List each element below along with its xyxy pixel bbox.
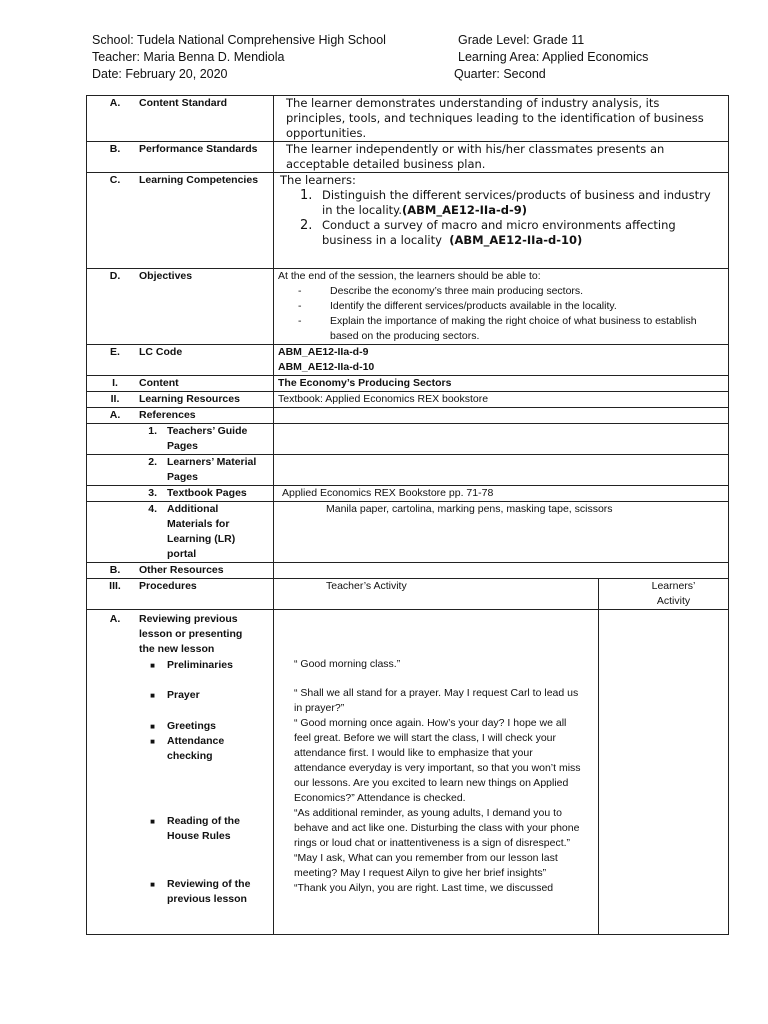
quarter: Quarter: Second — [454, 67, 546, 81]
row-key: E. — [110, 346, 120, 358]
row-objectives — [87, 269, 729, 345]
row-label: Other Resources — [139, 564, 224, 576]
objectives-cell — [274, 269, 729, 345]
sub-item-label: Greetings — [167, 720, 217, 732]
row-key: A. — [109, 97, 121, 109]
learning-area: Learning Area: Applied Economics — [458, 50, 649, 64]
sub-item-label: Reviewing of the previous lesson — [167, 878, 251, 905]
row-teachers-guide — [87, 424, 729, 455]
learner-activity-header — [599, 579, 729, 610]
row-key: C. — [109, 174, 121, 186]
teacher-line: “As additional reminder, as young adults, I demand you to behave and act like one. Disturbing the class with your phone rings or loud chat or inattentiveness is a sign of disrespect.” — [294, 807, 580, 849]
teacher-activity-heading: Teacher’s Activity — [326, 580, 407, 592]
competency-code: (ABM_AE12-IIa-d-9) — [402, 203, 528, 217]
row-label: Learning Competencies — [139, 174, 259, 186]
row-label: Performance Standards — [139, 143, 258, 155]
competency-text: Distinguish the different services/products of business and industry in the locality. — [322, 188, 711, 217]
teacher-line: “ Good morning once again. How’s your day? I hope we all feel great. Before we will start the class, I will check your attendance first. I would like to emphasize that your attendance everyday is very important, so that you won’t miss our lessons. Are you excited to learn new things on Applied Economics?” Attendance is checked. — [294, 717, 581, 804]
row-key: II. — [110, 393, 120, 405]
objective-text: Identify the different services/products available in the locality. — [330, 300, 617, 312]
competency-item — [300, 188, 714, 218]
row-reviewing — [87, 610, 729, 935]
objective-text: Explain the importance of making the right choice of what business to establish based on the producing sectors. — [330, 315, 697, 342]
competency-code: (ABM_AE12-IIa-d-10) — [449, 233, 583, 247]
row-references — [87, 408, 729, 424]
row-lc-code — [87, 345, 729, 376]
learning-resources-value: Textbook: Applied Economics REX bookstore — [274, 392, 729, 408]
competency-number: 1. — [300, 188, 313, 203]
objective-item: - Explain the importance of making the right choice of what business to establish based on the producing sectors. — [298, 315, 697, 342]
teacher-line: “ Good morning class.” — [294, 658, 401, 670]
row-label: Content — [139, 377, 179, 389]
row-content — [87, 376, 729, 392]
references-value — [274, 408, 729, 424]
sub-item: ■ Prayer — [150, 689, 200, 701]
school-name: School: Tudela National Comprehensive High School — [92, 33, 386, 47]
sub-item-label: Preliminaries — [167, 659, 233, 671]
lesson-date: Date: February 20, 2020 — [92, 67, 228, 81]
content-value: The Economy’s Producing Sectors — [274, 376, 729, 392]
competencies-intro: The learners: — [280, 173, 356, 187]
sub-item-label: Prayer — [167, 689, 200, 701]
row-key: A. — [109, 613, 121, 625]
learner-activity-cell — [599, 610, 729, 935]
row-key: 3. — [148, 487, 157, 499]
row-learning-competencies — [87, 173, 729, 269]
sub-item-label: Reading of the House Rules — [167, 815, 240, 842]
row-label: Procedures — [139, 580, 197, 592]
row-label: Learning Resources — [139, 393, 240, 405]
row-label: Additional Materials for Learning (LR) portal — [167, 503, 236, 560]
sub-item: ■ Preliminaries — [150, 659, 233, 671]
row-learning-resources — [87, 392, 729, 408]
row-key: 4. — [148, 503, 157, 515]
competency-number: 2. — [300, 218, 313, 233]
document-header — [92, 32, 692, 83]
teacher-line: “May I ask, What can you remember from our lesson last meeting? May I request Ailyn to give her brief insights” — [294, 852, 558, 879]
row-label: LC Code — [139, 346, 183, 358]
row-key: D. — [109, 270, 121, 282]
teacher-name: Teacher: Maria Benna D. Mendiola — [92, 50, 285, 64]
row-other-resources — [87, 563, 729, 579]
row-key: III. — [109, 580, 121, 592]
grade-level: Grade Level: Grade 11 — [458, 33, 585, 47]
row-learners-material — [87, 455, 729, 486]
content-standard-text: The learner demonstrates understanding of industry analysis, its principles, tools, and techniques leading to the identification of business opportunities. — [274, 96, 729, 142]
other-resources-value — [274, 563, 729, 579]
sub-item: ■ Reading of the House Rules — [91, 814, 269, 844]
sub-item: ■ Attendance checking — [91, 734, 269, 764]
row-label: Learners’ Material Pages — [167, 456, 257, 483]
row-key: B. — [109, 564, 121, 576]
row-label: References — [139, 409, 196, 421]
sub-item-label: Attendance checking — [167, 735, 225, 762]
row-key: I. — [112, 377, 118, 389]
competency-text: Conduct a survey of macro and micro environments affecting business in a locality — [322, 218, 676, 247]
objective-item: - Identify the different services/products available in the locality. — [298, 300, 617, 312]
sub-item: ■ Reviewing of the previous lesson — [91, 877, 269, 907]
row-label: Reviewing previous lesson or presenting the new lesson — [139, 613, 243, 655]
row-label: Objectives — [139, 270, 193, 282]
learning-competencies-cell — [274, 173, 729, 269]
additional-materials-value: Manila paper, cartolina, marking pens, masking tape, scissors — [274, 502, 729, 563]
teacher-line: “ Shall we all stand for a prayer. May I request Carl to lead us in prayer?” — [294, 687, 579, 714]
performance-standards-text: The learner independently or with his/her classmates presents an acceptable detailed business plan. — [274, 142, 729, 173]
row-performance-standards — [87, 142, 729, 173]
teacher-activity-header — [274, 579, 599, 610]
reviewing-label-cell — [87, 610, 274, 935]
row-key: 1. — [148, 425, 157, 437]
lesson-plan-table — [86, 95, 729, 935]
teachers-guide-value — [274, 424, 729, 455]
teacher-activity-cell — [274, 610, 599, 935]
row-key: 2. — [148, 456, 157, 468]
learners-material-value — [274, 455, 729, 486]
row-label: Content Standard — [139, 97, 228, 109]
row-label: Textbook Pages — [167, 487, 247, 499]
row-content-standard — [87, 96, 729, 142]
learner-activity-heading: Learners’ Activity — [651, 580, 696, 607]
competency-item — [300, 218, 714, 248]
teacher-line: “Thank you Ailyn, you are right. Last time, we discussed — [294, 882, 554, 894]
lc-code: ABM_AE12-IIa-d-10 — [278, 361, 375, 373]
row-label: Teachers’ Guide Pages — [167, 425, 248, 452]
row-additional-materials — [87, 502, 729, 563]
row-procedures — [87, 579, 729, 610]
row-textbook-pages — [87, 486, 729, 502]
objective-item: - Describe the economy’s three main producing sectors. — [298, 285, 584, 297]
lc-code-cell — [274, 345, 729, 376]
row-key: B. — [109, 143, 121, 155]
objective-text: Describe the economy’s three main producing sectors. — [330, 285, 584, 297]
row-key: A. — [109, 409, 121, 421]
lc-code: ABM_AE12-IIa-d-9 — [278, 346, 369, 358]
objectives-intro: At the end of the session, the learners should be able to: — [278, 270, 541, 282]
sub-item: ■ Greetings — [150, 720, 217, 732]
textbook-pages-value: Applied Economics REX Bookstore pp. 71-78 — [274, 486, 729, 502]
